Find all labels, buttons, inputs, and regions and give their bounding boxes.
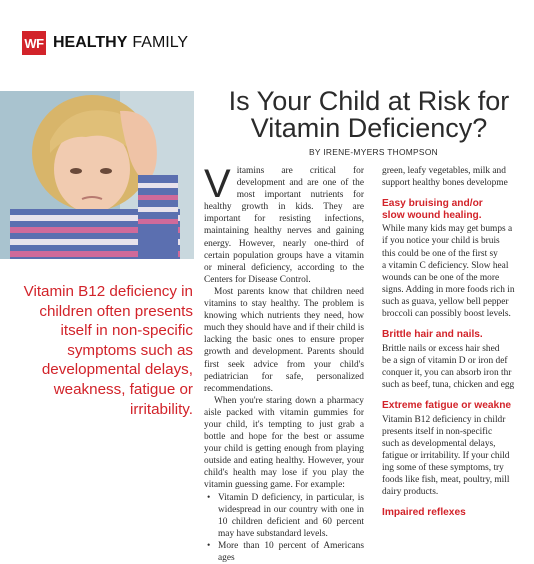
body-line: be a sign of vitamin D or iron def: [382, 355, 508, 366]
section-brittle-hair-body: [382, 343, 522, 391]
subhead-line: Easy bruising and/or: [382, 198, 483, 210]
body-line: such as developmental delays,: [382, 438, 496, 449]
body-line: wounds can be one of the more: [382, 272, 500, 283]
body-line: a vitamin C deficiency. Slow heal: [382, 260, 509, 271]
paragraph-3: When you're staring down a pharmacy aisle packed with vitamin gummies for your child, it's tempting to just grab a bottle and hope for the best or assume your child is getting enough from playing outside and eating healthy. However, your child's health may lose if you play the vitamin guessing game. For example:: [204, 395, 364, 491]
section-fatigue-body: [382, 414, 522, 499]
byline: BY IRENE-MYERS THOMPSON: [309, 147, 438, 157]
bullet-item: • Vitamin D deficiency, in particular, is widespread in our country with one in 10 children deficient and 60 percent may have substandard levels.: [204, 492, 364, 540]
subhead-fatigue: [382, 400, 522, 412]
body-line: signs. Adding in more foods rich in: [382, 284, 515, 295]
child-photo: [0, 91, 194, 259]
headline-line-1: Is Your Child at Risk for: [228, 86, 510, 116]
subhead-brittle-hair: [382, 329, 522, 341]
child-illustration: [0, 91, 194, 259]
body-line: green, leafy vegetables, milk and: [382, 166, 506, 176]
body-line: foods like fish, meat, poultry, mill: [382, 475, 510, 486]
body-line: such as beef, tuna, chicken and egg: [382, 380, 515, 390]
body-line: fatigue or irritability. If your child: [382, 450, 510, 461]
section-title-light: FAMILY: [132, 34, 189, 51]
paragraph-2: Most parents know that children need vitamins to stay healthy. The problem is knowing which nutrients they need, how much they should have and if their child is lacking the basic ones to ensure proper growth and development. Parents should first seek advice from your child's pediatrician for safe, personalized recommendations.: [204, 286, 364, 394]
body-line: presents itself in non-specific: [382, 426, 493, 437]
subhead-bruising: [382, 198, 522, 221]
body-line: While many kids may get bumps a: [382, 224, 513, 235]
body-line: if you notice your child is bruis: [382, 236, 500, 247]
column-2-intro: [382, 165, 522, 189]
body-line: dairy products.: [382, 487, 439, 498]
subhead-line: Impaired reflexes: [382, 507, 466, 519]
body-line: such as guava, yellow bell pepper: [382, 296, 509, 307]
body-line: Vitamin B12 deficiency in childr: [382, 414, 506, 425]
paragraph-1-text: itamins are critical for development and are one of the most important nutrients for healthy growth in kids. They are important for resisting infections, maintaining healthy nerves and gaining energy. However, nearly one-third of certain population groups have a vitamin or mineral deficiency, according to the Centers for Disease Control.: [204, 166, 364, 285]
body-line: Brittle nails or excess hair shed: [382, 343, 500, 354]
pull-quote: Vitamin B12 deficiency in children often presents itself in non-specific symptoms such as developmental delays, weakness, fatigue or irritability.: [23, 283, 193, 418]
subhead-reflexes: [382, 507, 522, 519]
subhead-line: Extreme fatigue or weakne: [382, 400, 512, 412]
body-line: broccoli can possibly boost levels.: [382, 309, 511, 320]
body-line: support healthy bones developme: [382, 178, 508, 189]
article-headline: [204, 88, 534, 142]
section-title-bold: HEALTHY: [53, 34, 128, 51]
magazine-header: [22, 30, 188, 56]
bullet-list: [204, 492, 364, 564]
section-bruising-body: [382, 223, 522, 320]
drop-cap: V: [204, 162, 231, 206]
paragraph-1: [204, 162, 364, 286]
body-line: conquer it, you can absorb iron thr: [382, 367, 512, 378]
bullet-item: • More than 10 percent of Americans ages: [204, 540, 364, 564]
body-line: ing some of these symptoms, try: [382, 463, 504, 474]
article-column-1: [204, 162, 364, 564]
body-line: this could be one of the first sy: [382, 248, 498, 259]
headline-line-2: Vitamin Deficiency?: [250, 113, 488, 143]
subhead-line: Brittle hair and nails.: [382, 329, 483, 341]
subhead-line: slow wound healing.: [382, 209, 482, 221]
wf-logo: WF: [22, 31, 46, 55]
article-column-2: [382, 165, 522, 521]
